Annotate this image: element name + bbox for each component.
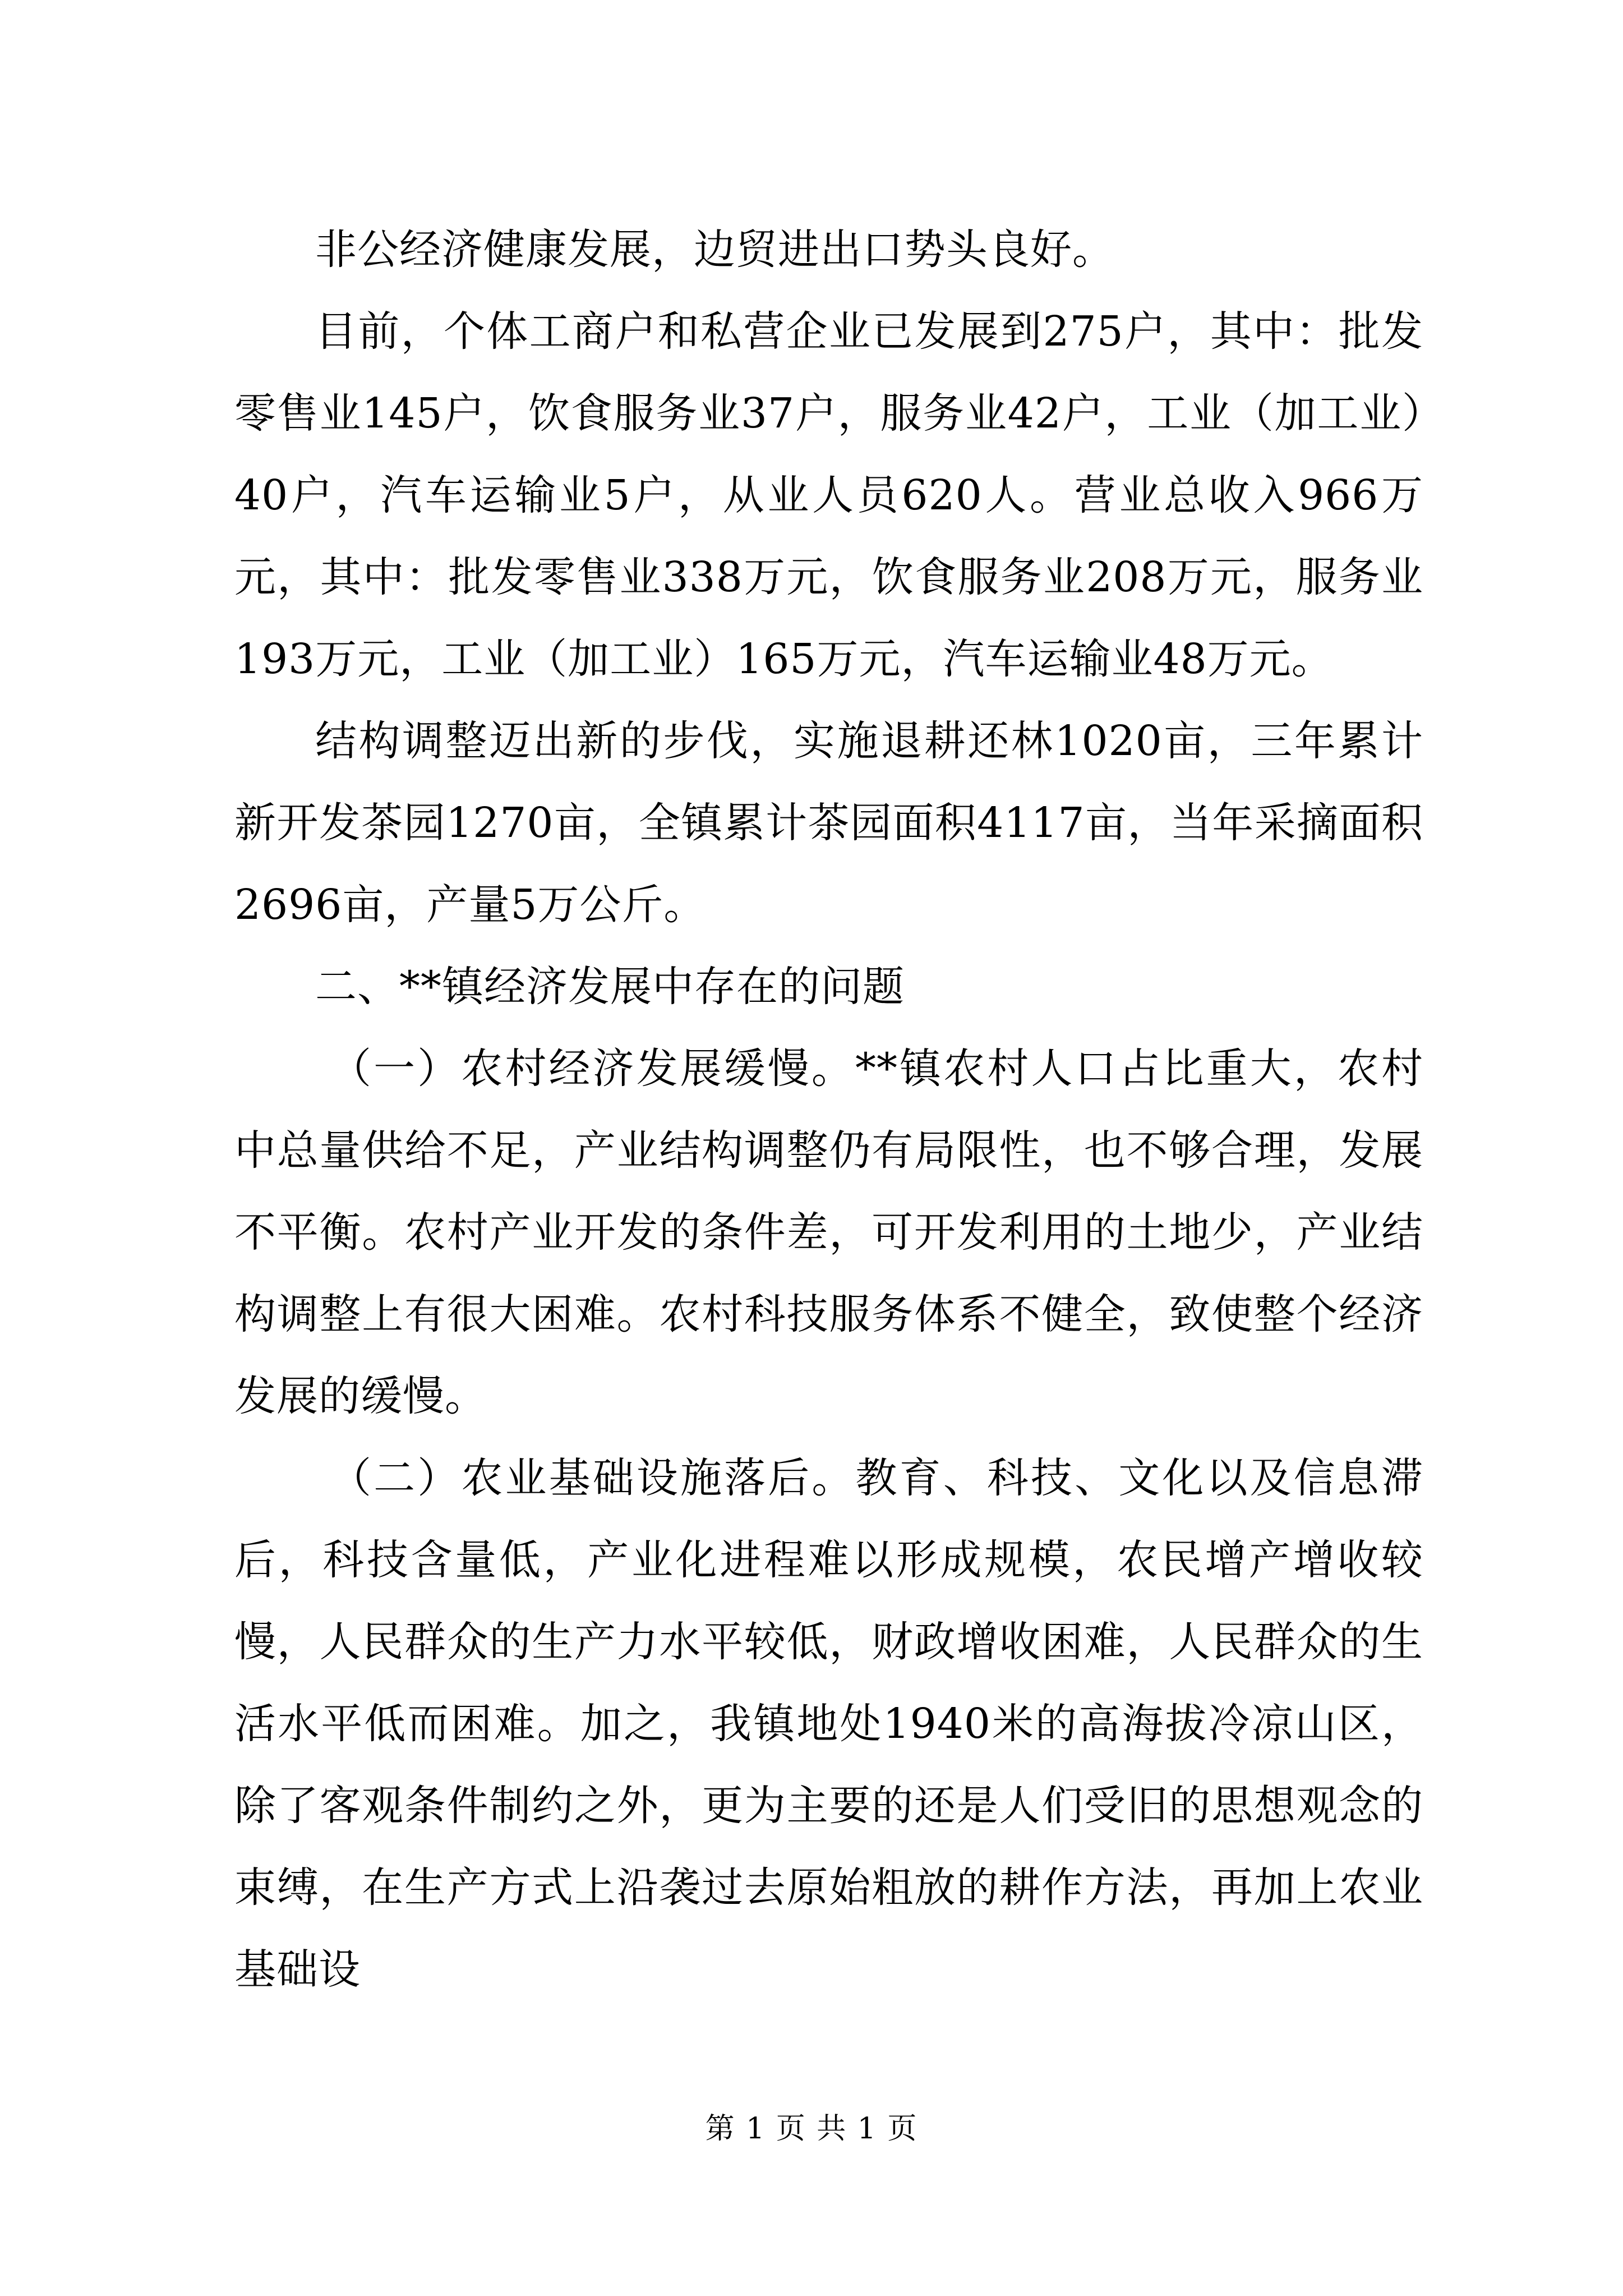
paragraph-nonpublic-economy: 非公经济健康发展，边贸进出口势头良好。 <box>315 226 1114 274</box>
document-body <box>234 209 1423 2010</box>
paragraph-rural-economy: （一）农村经济发展缓慢。**镇农村人口占比重大，农村中总量供给不足，产业结构调整仍有局限性，也不够合理，发展不平衡。农村产业开发的条件差，可开发利用的土地少，产业结构调整上有很大困难。农村科技服务体系不健全，致使整个经济发展的缓慢。 <box>234 1045 1423 1420</box>
page-number-footer: 第 1 页 共 1 页 <box>705 2112 918 2146</box>
paragraph-structure-adjustment: 结构调整迈出新的步伐，实施退耕还林1020亩，三年累计新开发茶园1270亩，全镇累计茶园面积4117亩，当年采摘面积2696亩，产量5万公斤。 <box>234 717 1423 929</box>
paragraph-infrastructure: （二）农业基础设施落后。教育、科技、文化以及信息滞后，科技含量低，产业化进程难以形成规模，农民增产增收较慢，人民群众的生产力水平较低，财政增收困难，人民群众的生活水平低而困难。加之，我镇地处1940米的高海拔冷凉山区，除了客观条件制约之外，更为主要的还是人们受旧的思想观念的束缚，在生产方式上沿袭过去原始粗放的耕作方法，再加上农业基础设 <box>234 1454 1423 1994</box>
paragraph-business-statistics: 目前，个体工商户和私营企业已发展到275户，其中：批发零售业145户，饮食服务业37户，服务业42户，工业（加工业）40户，汽车运输业5户，从业人员620人。营业总收入966万元，其中：批发零售业338万元，饮食服务业208万元，服务业193万元，工业（加工业）165万元，汽车运输业48万元。 <box>234 307 1423 683</box>
section-heading-problems: 二、**镇经济发展中存在的问题 <box>315 963 905 1011</box>
